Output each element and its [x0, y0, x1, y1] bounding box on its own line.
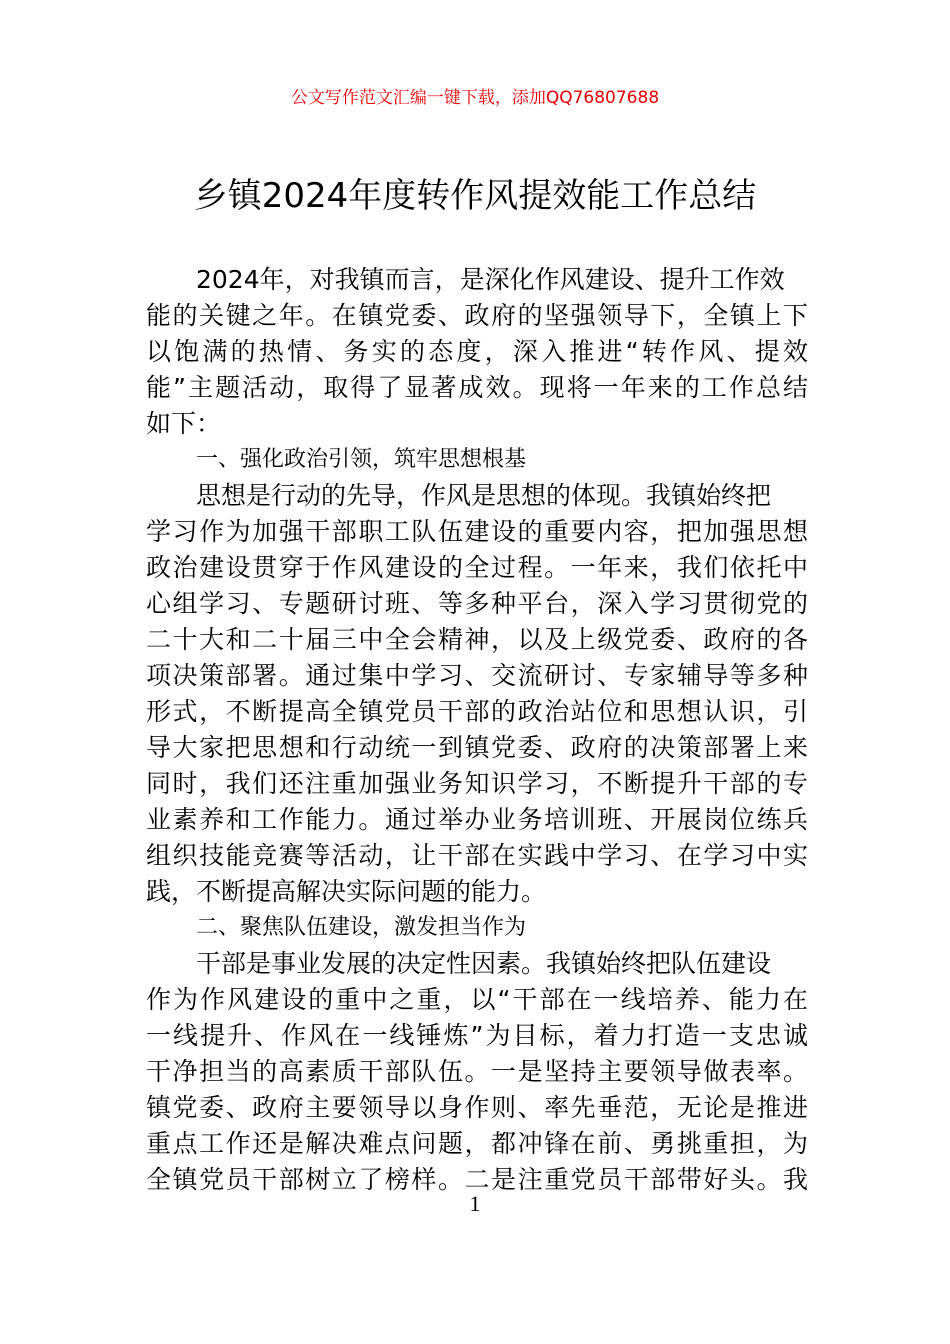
download-promo-note: 公文写作范文汇编一键下载，添加QQ76807688	[290, 88, 660, 108]
paragraph-line: 导大家把思想和行动统一到镇党委、政府的决策部署上来	[146, 733, 808, 762]
page-number: 1	[469, 1191, 481, 1216]
paragraph-line: 思想是行动的先导，作风是思想的体现。我镇始终把	[196, 481, 772, 510]
paragraph-line: 项决策部署。通过集中学习、交流研讨、专家辅导等多种	[146, 661, 808, 690]
paragraph-line: 重点工作还是解决难点问题，都冲锋在前、勇挑重担，为	[146, 1129, 808, 1158]
paragraph-line: 能”主题活动，取得了显著成效。现将一年来的工作总结	[146, 373, 808, 402]
paragraph-line: 以饱满的热情、务实的态度，深入推进“转作风、提效	[146, 337, 808, 366]
paragraph-line: 组织技能竞赛等活动，让干部在实践中学习、在学习中实	[146, 841, 808, 870]
paragraph-line: 形式，不断提高全镇党员干部的政治站位和思想认识，引	[146, 697, 808, 726]
paragraph-line: 二十大和二十届三中全会精神，以及上级党委、政府的各	[146, 625, 808, 654]
paragraph-line: 如下：	[146, 409, 222, 438]
paragraph-line: 政治建设贯穿于作风建设的全过程。一年来，我们依托中	[146, 553, 808, 582]
paragraph-line: 镇党委、政府主要领导以身作则、率先垂范，无论是推进	[146, 1093, 808, 1122]
section-heading: 一、强化政治引领，筑牢思想根基	[196, 447, 527, 472]
paragraph-line: 学习作为加强干部职工队伍建设的重要内容，把加强思想	[146, 517, 808, 546]
paragraph-line: 一线提升、作风在一线锤炼”为目标，着力打造一支忠诚	[146, 1021, 808, 1050]
paragraph-line: 同时，我们还注重加强业务知识学习，不断提升干部的专	[146, 769, 808, 798]
paragraph-line: 干部是事业发展的决定性因素。我镇始终把队伍建设	[196, 949, 772, 978]
paragraph-line: 能的关键之年。在镇党委、政府的坚强领导下，全镇上下	[146, 301, 808, 330]
paragraph-line: 践，不断提高解决实际问题的能力。	[146, 877, 547, 906]
document-body	[146, 262, 808, 1198]
paragraph-line: 作为作风建设的重中之重，以“干部在一线培养、能力在	[146, 985, 808, 1014]
section-heading: 二、聚焦队伍建设，激发担当作为	[196, 915, 527, 940]
paragraph-line: 2024年，对我镇而言，是深化作风建设、提升工作效	[196, 265, 785, 294]
paragraph-line: 心组学习、专题研讨班、等多种平台，深入学习贯彻党的	[146, 589, 808, 618]
paragraph-line: 全镇党员干部树立了榜样。二是注重党员干部带好头。我	[146, 1165, 808, 1194]
paragraph-line: 业素养和工作能力。通过举办业务培训班、开展岗位练兵	[146, 805, 808, 834]
paragraph-line: 干净担当的高素质干部队伍。一是坚持主要领导做表率。	[146, 1057, 808, 1086]
document-title: 乡镇2024年度转作风提效能工作总结	[193, 176, 757, 216]
